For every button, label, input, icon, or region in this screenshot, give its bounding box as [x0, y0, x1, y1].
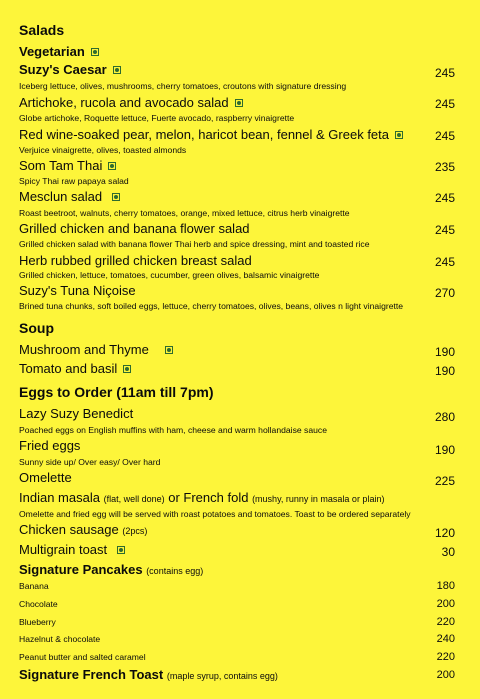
item-name-alt: or French fold — [168, 490, 249, 505]
item-price: 245 — [434, 97, 455, 111]
item-name: Chocolate — [19, 599, 58, 609]
section-note: (contains egg) — [146, 566, 204, 576]
item-price: 190 — [434, 364, 455, 378]
veg-symbol-icon — [165, 346, 173, 354]
item-description: Omelette and fried egg will be served with roast potatoes and tomatoes. Toast to be ordered separately — [19, 509, 411, 519]
item-name: Mushroom and Thyme — [19, 342, 149, 357]
section-title-pancakes — [19, 562, 203, 577]
item-description: Verjuice vinaigrette, olives, toasted almonds — [19, 145, 187, 155]
veg-symbol-icon — [91, 48, 99, 56]
item-name: Chicken sausage — [19, 522, 119, 537]
item-description: Grilled chicken, lettuce, tomatoes, cucumber, green olives, balsamic vinaigrette — [19, 270, 320, 280]
item-price: 220 — [436, 651, 455, 663]
item-note: (2pcs) — [122, 526, 148, 536]
item-description: Roast beetroot, walnuts, cherry tomatoes, orange, mixed lettuce, citrus herb vinaigrette — [19, 208, 350, 218]
subsection-title-vegetarian — [19, 44, 99, 59]
item-description: Globe artichoke, Roquette lettuce, Fuerte avocado, raspberry vinaigrette — [19, 113, 295, 123]
item-name: Suzy's Tuna Niçoise — [19, 283, 136, 298]
item-name: Red wine-soaked pear, melon, haricot bean, fennel & Greek feta — [19, 127, 389, 142]
item-price: 225 — [434, 474, 455, 488]
item-name: Blueberry — [19, 617, 56, 627]
item-name: Lazy Suzy Benedict — [19, 406, 134, 421]
item-price: 240 — [436, 633, 455, 645]
item-price: 280 — [434, 410, 455, 424]
item-name: Fried eggs — [19, 438, 81, 453]
item-price: 190 — [434, 345, 455, 359]
item-name: Mesclun salad — [19, 189, 103, 204]
item-name: Peanut butter and salted caramel — [19, 652, 146, 662]
item-description: Poached eggs on English muffins with ham, cheese and warm hollandaise sauce — [19, 425, 327, 435]
vegetarian-label: Vegetarian — [19, 44, 85, 59]
item-price: 120 — [434, 526, 455, 540]
section-title-eggs: Eggs to Order (11am till 7pm) — [19, 384, 214, 400]
item-note: (mushy, runny in masala or plain) — [252, 494, 385, 504]
item-price: 200 — [436, 669, 455, 681]
item-price: 30 — [441, 545, 455, 559]
item-price: 245 — [434, 255, 455, 269]
item-name: Tomato and basil — [19, 361, 118, 376]
item-name: Artichoke, rucola and avocado salad — [19, 95, 229, 110]
veg-symbol-icon — [117, 546, 125, 554]
item-name: Indian masala — [19, 490, 100, 505]
item-name: Herb rubbed grilled chicken breast salad — [19, 253, 252, 268]
item-description: Sunny side up/ Over easy/ Over hard — [19, 457, 161, 467]
item-price: 200 — [436, 598, 455, 610]
item-description: Spicy Thai raw papaya salad — [19, 176, 129, 186]
item-price: 245 — [434, 191, 455, 205]
item-name: Multigrain toast — [19, 542, 108, 557]
item-name: Som Tam Thai — [19, 158, 103, 173]
item-description: Brined tuna chunks, soft boiled eggs, lettuce, cherry tomatoes, olives, beans, olives n light vinaigrette — [19, 301, 404, 311]
item-description: Iceberg lettuce, olives, mushrooms, cherry tomatoes, croutons with signature dressing — [19, 81, 347, 91]
item-note: (maple syrup, contains egg) — [166, 671, 278, 681]
item-note: (flat, well done) — [103, 494, 165, 504]
veg-symbol-icon — [108, 162, 116, 170]
item-name: Signature French Toast — [19, 667, 164, 682]
item-price: 245 — [434, 129, 455, 143]
section-title-soup: Soup — [19, 320, 54, 336]
veg-symbol-icon — [235, 99, 243, 107]
veg-symbol-icon — [112, 193, 120, 201]
item-price: 245 — [434, 223, 455, 237]
item-price: 245 — [434, 66, 455, 80]
veg-symbol-icon — [113, 66, 121, 74]
section-title-text: Signature Pancakes — [19, 562, 143, 577]
item-name: Banana — [19, 581, 49, 591]
section-title-salads: Salads — [19, 22, 65, 38]
item-name: Hazelnut & chocolate — [19, 634, 101, 644]
item-price: 270 — [434, 286, 455, 300]
item-name: Grilled chicken and banana flower salad — [19, 221, 250, 236]
item-name: Omelette — [19, 470, 72, 485]
veg-symbol-icon — [123, 365, 131, 373]
item-description: Grilled chicken salad with banana flower Thai herb and spice dressing, mint and toasted rice — [19, 239, 370, 249]
veg-symbol-icon — [395, 131, 403, 139]
item-price: 220 — [436, 616, 455, 628]
item-price: 190 — [434, 443, 455, 457]
item-name: Suzy's Caesar — [19, 62, 107, 77]
item-price: 180 — [436, 580, 455, 592]
item-price: 235 — [434, 160, 455, 174]
